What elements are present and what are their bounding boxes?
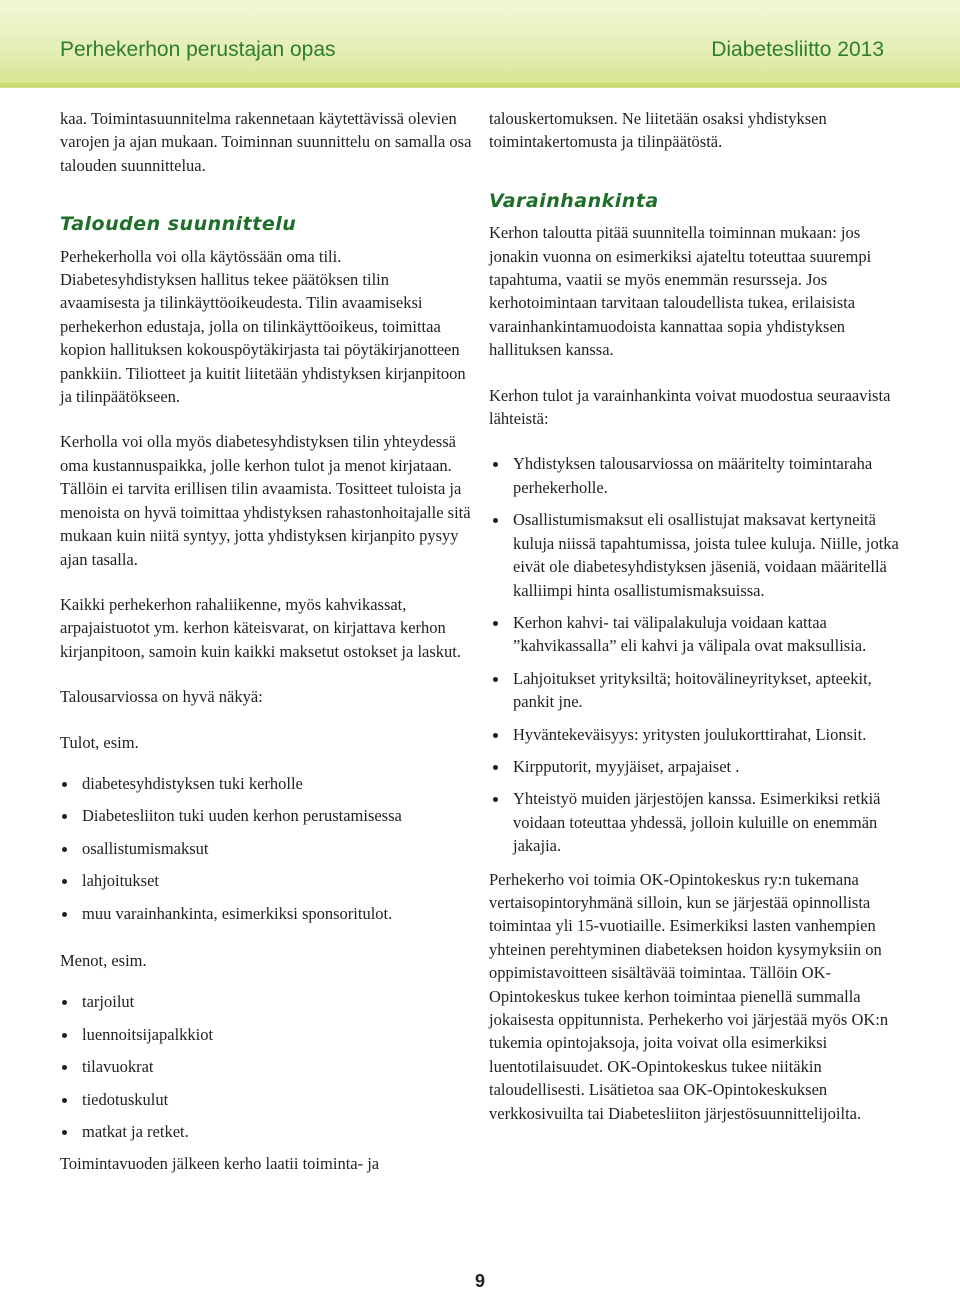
list-item: diabetesyhdistyksen tuki kerholle (60, 772, 472, 795)
finance-paragraph-1: Perhekerholla voi olla käytössään oma tili. Diabetesyhdistyksen hallitus tekee päätöksen tilin avaamisesta ja tilinkäyttöoikeudesta. Tilin avaamiseksi perhekerhon edustaja, jolla on tilinkäyttöoikeus, toimittaa kopion hallituksen kokouspöytäkirjasta tai pöytäkirjanotteen pankkiin. Tiliotteet ja kuitit liitetään yhdistyksen kirjanpitoon ja tilinpäätökseen. (60, 246, 466, 407)
fundraising-paragraph-1: Kerhon taloutta pitää suunnitella toiminnan mukaan: jos jonakin vuonna on esimerkiksi ajateltu toteuttaa suurempi tapahtuma, vaatii se myös enemmän resursseja. Jos kerhotoimintaan tarvitaan taloudellista tukea, erilaisista varainhankintamuodoista kannattaa sopia yhdistyksen hallituksen kanssa. (489, 223, 872, 360)
list-item: Kerhon kahvi- tai välipalakuluja voidaan kattaa ”kahvikassalla” eli kahvi ja välipala ovat maksullisia. (489, 611, 907, 658)
finance-paragraph-3: Kaikki perhekerhon rahaliikenne, myös kahvikassat, arpajaistuotot ym. kerhon käteisvarat, on kirjattava kerhon kirjanpitoon, samoin kuin kaikki maksetut ostokset ja laskut. (60, 594, 461, 661)
right-column (489, 107, 907, 1125)
finance-paragraph-2: Kerholla voi olla myös diabetesyhdistyksen tilin yhteydessä oma kustannuspaikka, jolle kerhon tulot ja menot kirjataan. Tällöin ei tarvita erillisen tilin avaamista. Tositteet tuloista ja menoista on hyvä toimittaa yhdistyksen rahastonhoitajalle sitä mukaan kuin niitä syntyy, jotta yhdistyksen kirjanpito pysyy ajan tasalla. (60, 432, 471, 569)
section-heading-fundraising: Varainhankinta (489, 189, 659, 212)
expenses-list (60, 990, 472, 1143)
left-intro-paragraph: kaa. Toimintasuunnitelma rakennetaan käytettävissä olevien varojen ja ajan mukaan. Toiminnan suunnittelu on samalla osa talouden suunnittelua. (60, 109, 472, 175)
list-item: tarjoilut (60, 990, 472, 1013)
right-intro-paragraph: talouskertomuksen. Ne liitetään osaksi yhdistyksen toimintakertomusta ja tilinpäätöstä. (489, 109, 827, 152)
list-item: Yhteistyö muiden järjestöjen kanssa. Esimerkiksi retkiä voidaan toteuttaa yhdessä, jolloin kuluille on enemmän jakajia. (489, 787, 907, 857)
list-item: osallistumismaksut (60, 837, 472, 860)
list-item: Lahjoitukset yrityksiltä; hoitovälineyritykset, apteekit, pankit jne. (489, 667, 907, 714)
list-item: Yhdistyksen talousarviossa on määritelty toimintaraha perhekerholle. (489, 452, 907, 499)
funding-sources-list (489, 452, 907, 857)
page-number: 9 (474, 1271, 485, 1291)
page-header (0, 0, 960, 88)
list-item: Osallistumismaksut eli osallistujat maksavat kertyneitä kuluja niissä tapahtumissa, joista tulee kuluja. Niille, jotka eivät ole diabetesyhdistyksen jäseniä, voidaan määritellä kalliimpi hinta osallistumismaksuissa. (489, 508, 907, 602)
left-column (60, 107, 472, 1176)
budget-intro: Talousarviossa on hyvä näkyä: (60, 687, 263, 707)
fundraising-paragraph-2: Kerhon tulot ja varainhankinta voivat muodostua seuraavista lähteistä: (489, 385, 891, 429)
list-item: Kirpputorit, myyjäiset, arpajaiset . (489, 755, 907, 778)
list-item: Diabetesliiton tuki uuden kerhon perustamisessa (60, 804, 472, 827)
left-closing-line: Toimintavuoden jälkeen kerho laatii toiminta- ja (60, 1154, 380, 1174)
list-item: muu varainhankinta, esimerkiksi sponsoritulot. (60, 902, 472, 925)
income-label: Tulot, esim. (60, 732, 139, 752)
list-item: tilavuokrat (60, 1055, 472, 1078)
publisher-year: Diabetesliitto 2013 (711, 38, 884, 61)
income-list (60, 772, 472, 925)
header-divider (0, 83, 960, 87)
expenses-label: Menot, esim. (60, 950, 147, 970)
document-title: Perhekerhon perustajan opas (60, 38, 336, 61)
fundraising-paragraph-3: Perhekerho voi toimia OK-Opintokeskus ry:n tukemana vertaisopintoryhmänä silloin, kun se järjestää opinnollista toimintaa yli 15-vuotiaille. Esimerkiksi lasten vanhempien yhteinen perehtyminen diabeteksen hoidon kysymyksiin on oppimistavoitteen sisältävää toimintaa. Tällöin OK-Opintokeskus tukee kerhon toimintaa pienellä summalla jokaisesta oppitunnista. Perhekerho voi järjestää myös OK:n tukemia opintojaksoja, joita voivat olla esimerkiksi luentotilaisuudet. OK-Opintokeskus tukee niitäkin taloudellisesti. Lisätietoa saa OK-Opintokeskuksen verkkosivuilta tai Diabetesliiton järjestösuunnittelijoilta. (489, 869, 889, 1123)
list-item: lahjoitukset (60, 869, 472, 892)
list-item: matkat ja retket. (60, 1120, 472, 1143)
list-item: tiedotuskulut (60, 1088, 472, 1111)
section-heading-finance: Talouden suunnittelu (60, 213, 297, 236)
list-item: luennoitsijapalkkiot (60, 1023, 472, 1046)
list-item: Hyväntekeväisyys: yritysten joulukorttirahat, Lionsit. (489, 723, 907, 746)
